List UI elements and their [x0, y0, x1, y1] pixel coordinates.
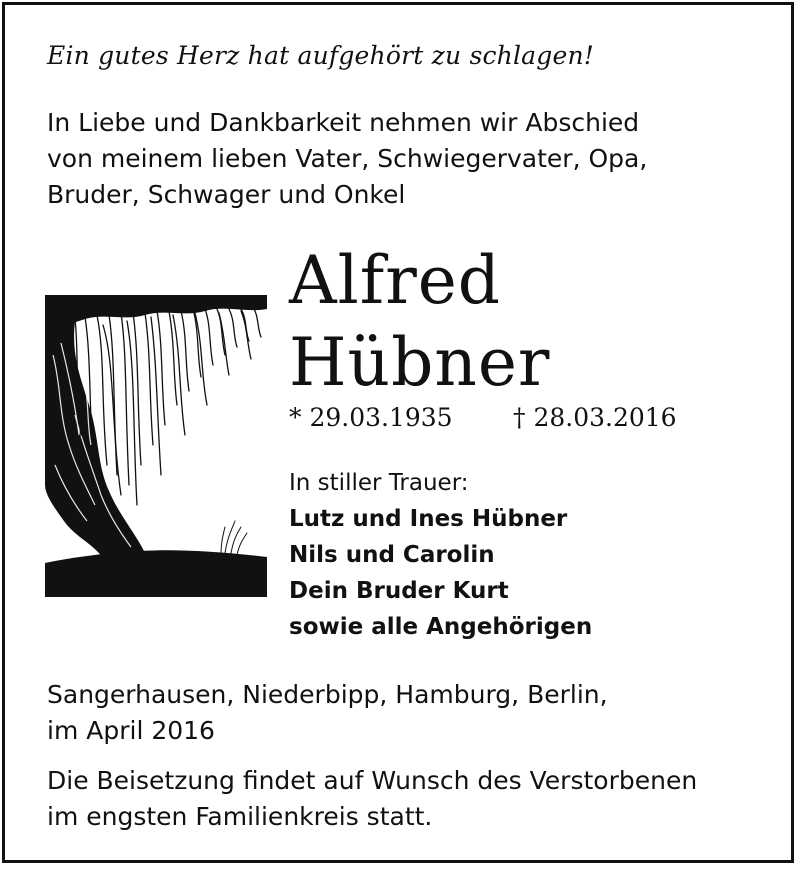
deceased-last-name: Hübner	[289, 324, 551, 401]
deceased-first-name: Alfred	[289, 242, 502, 319]
place-and-date	[47, 677, 608, 749]
mourner-name: Dein Bruder Kurt	[289, 578, 509, 604]
mourners-block	[289, 465, 592, 645]
death-date: † 28.03.2016	[513, 403, 677, 432]
mourner-name: Lutz und Ines Hübner	[289, 506, 568, 532]
intro-line: Bruder, Schwager und Onkel	[47, 180, 406, 209]
mourners-lead: In stiller Trauer:	[289, 470, 469, 496]
intro-line: von meinem lieben Vater, Schwiegervater, Opa,	[47, 144, 648, 173]
burial-notice	[47, 763, 697, 835]
intro-line: In Liebe und Dankbarkeit nehmen wir Abschied	[47, 108, 640, 137]
date-line: im April 2016	[47, 716, 215, 745]
place-line: Sangerhausen, Niederbipp, Hamburg, Berlin,	[47, 680, 608, 709]
mourner-name: sowie alle Angehörigen	[289, 614, 593, 640]
motto: Ein gutes Herz hat aufgehört zu schlagen!	[47, 41, 595, 70]
obituary-notice	[2, 2, 794, 863]
burial-line: im engsten Familienkreis statt.	[47, 802, 433, 831]
mourner-name: Nils und Carolin	[289, 542, 495, 568]
burial-line: Die Beisetzung findet auf Wunsch des Verstorbenen	[47, 766, 698, 795]
willow-tree-icon	[45, 295, 267, 597]
intro-text	[47, 105, 647, 213]
birth-date: * 29.03.1935	[289, 403, 453, 432]
